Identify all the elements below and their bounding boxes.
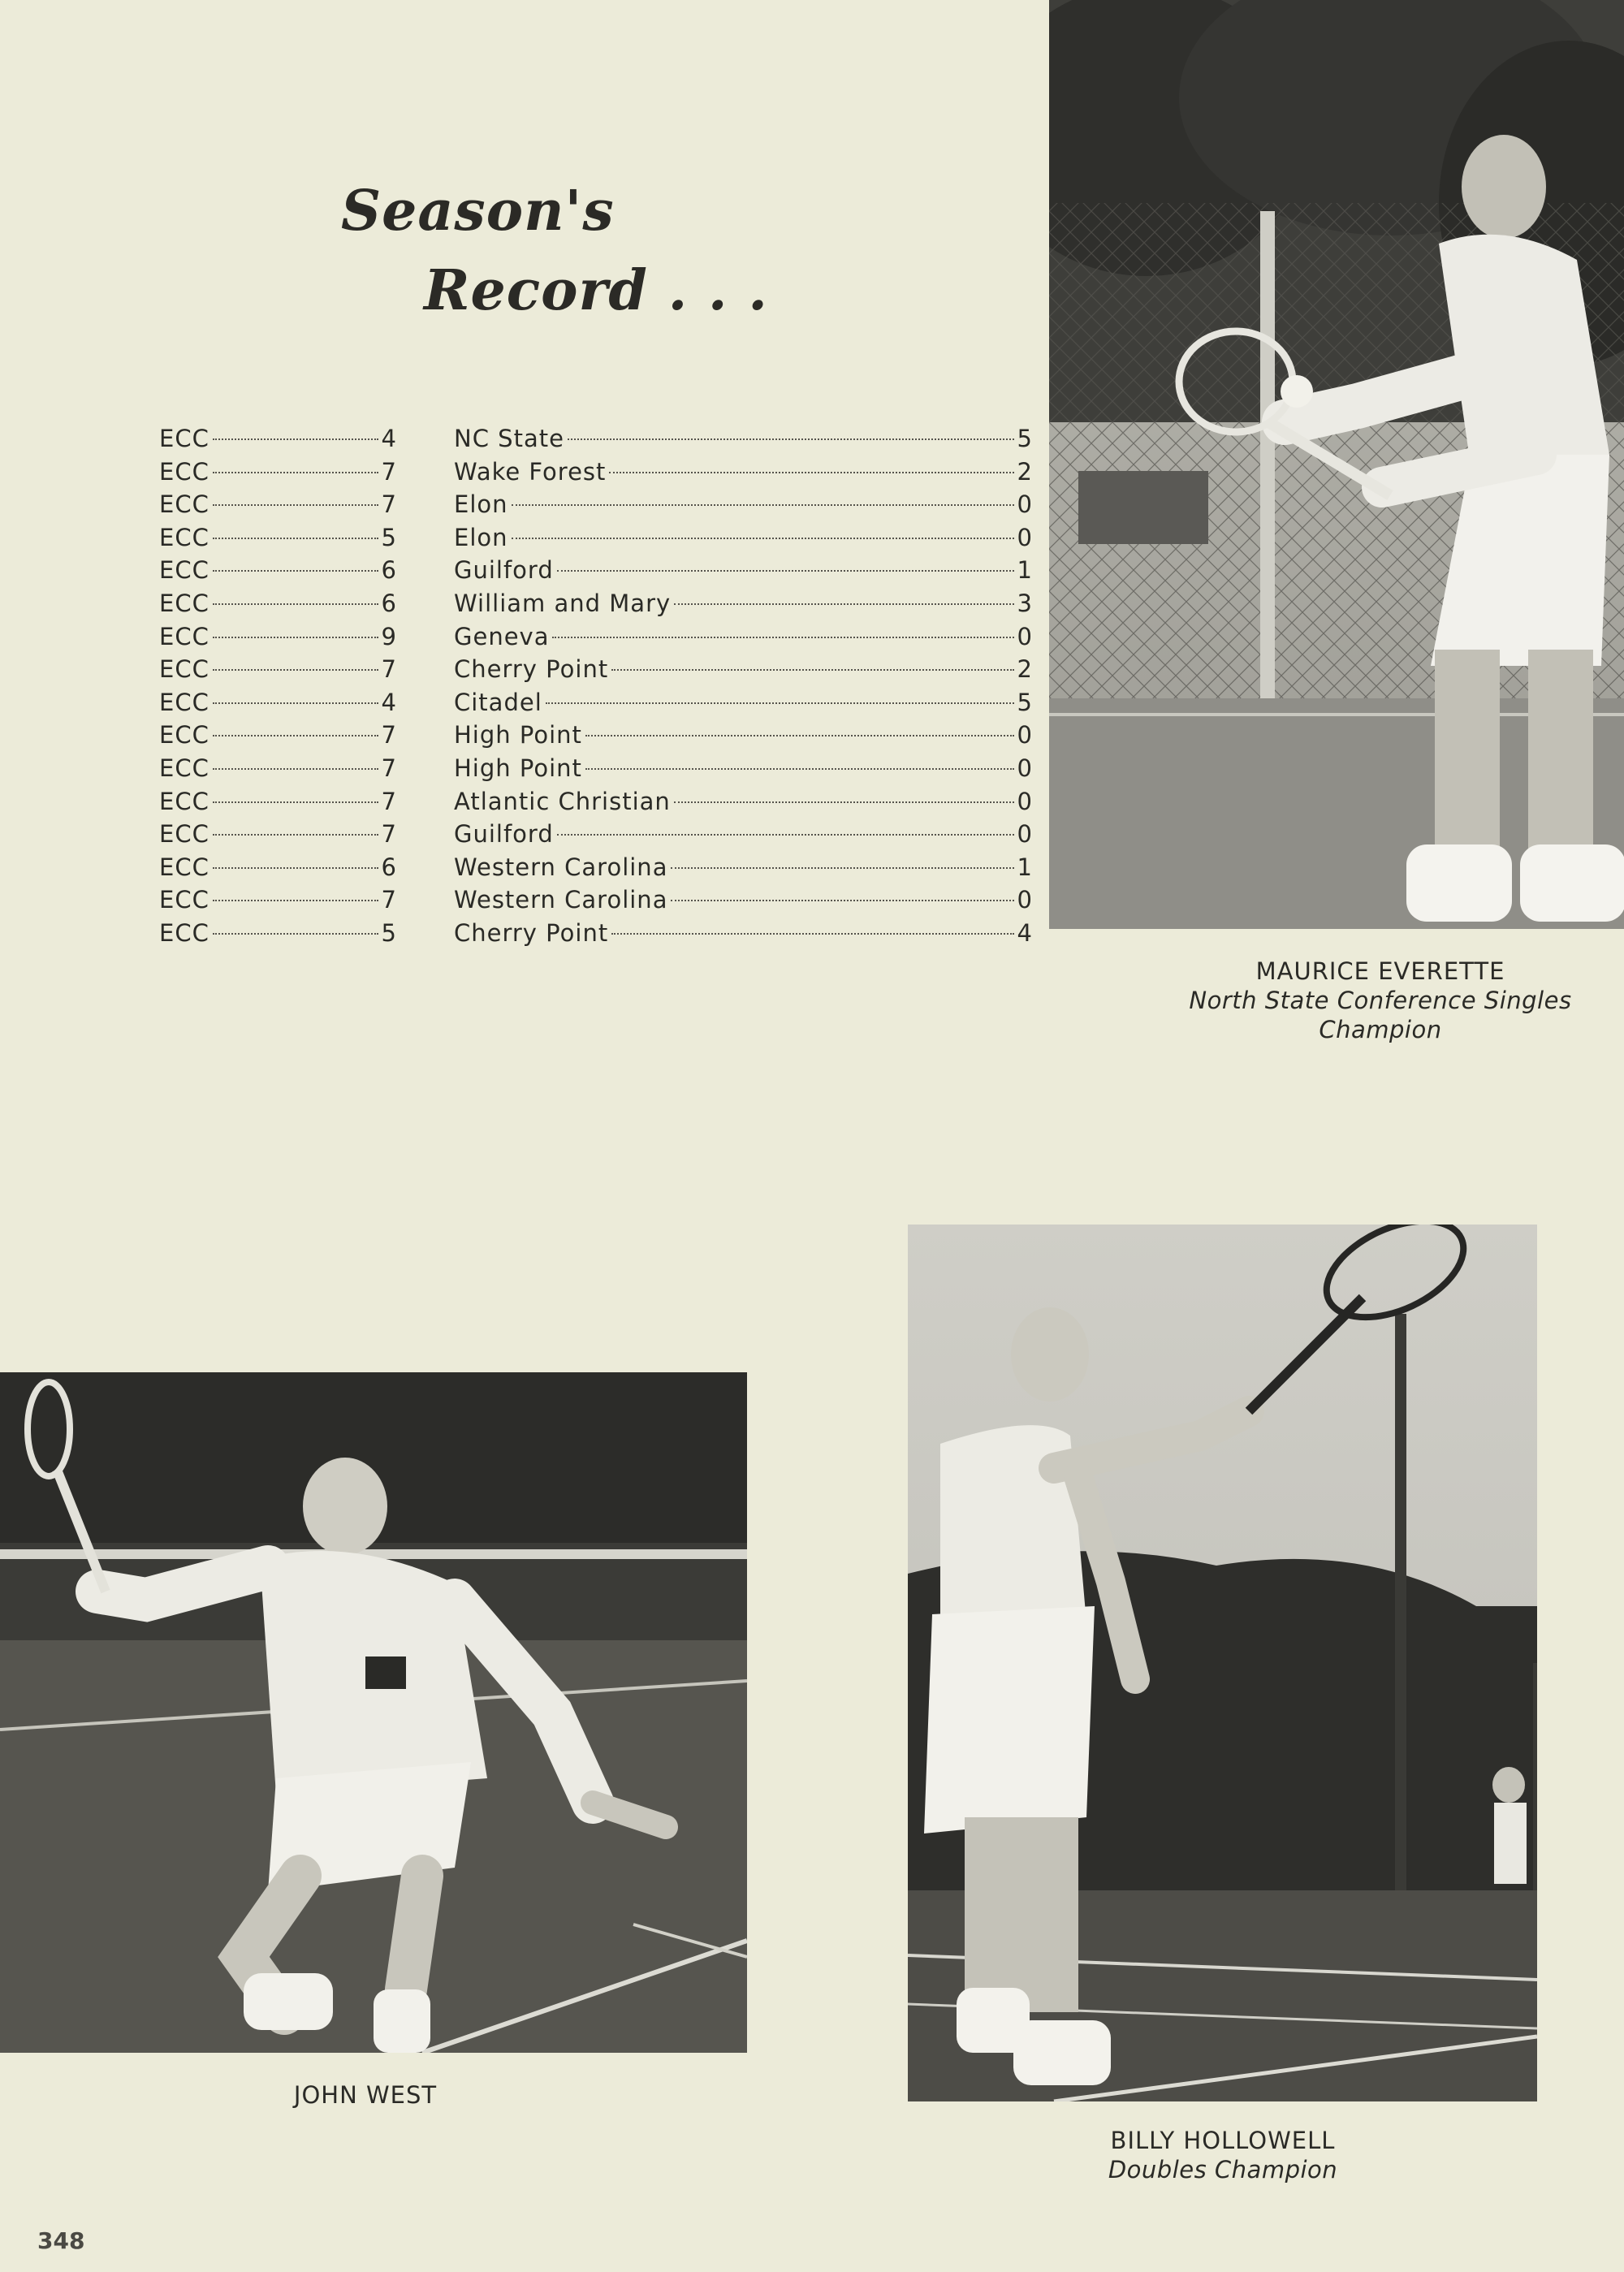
opponent-name: Guilford (454, 556, 554, 585)
team-score: 7 (381, 457, 396, 486)
opponent-name: Western Carolina (454, 886, 668, 914)
leader-dots (213, 801, 378, 803)
team-score: 7 (381, 820, 396, 849)
team-name: ECC (159, 457, 209, 486)
team-score: 4 (381, 425, 396, 452)
opponent-score-entry (454, 686, 1032, 719)
ecc-score-entry (159, 883, 396, 917)
opponent-score: 4 (1017, 918, 1032, 947)
leader-dots (671, 867, 1013, 869)
record-row (159, 521, 1032, 555)
opponent-score: 0 (1017, 490, 1032, 519)
leader-dots (213, 504, 378, 506)
leader-dots (609, 472, 1013, 473)
opponent-score-entry (454, 851, 1032, 884)
record-row (159, 620, 1032, 654)
opponent-score-entry (454, 653, 1032, 686)
opponent-name: NC State (454, 425, 564, 452)
leader-dots (512, 538, 1014, 539)
leader-dots (512, 504, 1014, 506)
opponent-name: High Point (454, 721, 582, 749)
opponent-score: 2 (1017, 457, 1032, 486)
caption-subtitle: North State Conference Singles Champion (1189, 987, 1572, 1043)
leader-dots (213, 867, 378, 869)
caption-billy-hollowell (979, 2126, 1466, 2184)
ecc-score-entry (159, 456, 396, 489)
opponent-score-entry (454, 883, 1032, 917)
leader-dots (213, 570, 378, 572)
leader-dots (213, 702, 378, 704)
opponent-score-entry (454, 488, 1032, 521)
leader-dots (568, 438, 1014, 440)
record-row (159, 554, 1032, 587)
ecc-score-entry (159, 653, 396, 686)
leader-dots (611, 669, 1013, 671)
opponent-score: 0 (1017, 886, 1032, 914)
leader-dots (671, 900, 1013, 901)
team-score: 7 (381, 886, 396, 914)
opponent-score-entry (454, 521, 1032, 555)
caption-name: JOHN WEST (293, 2081, 438, 2109)
photo-john-west (0, 1372, 747, 2053)
opponent-score-entry (454, 422, 1032, 456)
team-score: 7 (381, 655, 396, 684)
ecc-score-entry (159, 719, 396, 752)
opponent-name: Guilford (454, 820, 554, 849)
opponent-score-entry (454, 554, 1032, 587)
ecc-score-entry (159, 686, 396, 719)
opponent-score: 1 (1017, 556, 1032, 585)
team-name: ECC (159, 490, 209, 519)
record-row (159, 456, 1032, 489)
record-row (159, 686, 1032, 719)
caption-name: BILLY HOLLOWELL (1110, 2127, 1336, 2154)
leader-dots (213, 933, 378, 935)
leader-dots (546, 702, 1014, 704)
ecc-score-entry (159, 752, 396, 785)
team-name: ECC (159, 688, 209, 716)
opponent-name: Elon (454, 523, 508, 551)
team-score: 6 (381, 853, 396, 881)
ecc-score-entry (159, 917, 396, 950)
leader-dots (213, 472, 378, 473)
record-row (159, 917, 1032, 950)
leader-dots (674, 801, 1014, 803)
opponent-score: 1 (1017, 853, 1032, 881)
team-name: ECC (159, 754, 209, 782)
leader-dots (552, 637, 1013, 638)
opponent-score: 0 (1017, 754, 1032, 782)
team-name: ECC (159, 622, 209, 650)
team-score: 4 (381, 688, 396, 716)
team-score: 7 (381, 787, 396, 815)
leader-dots (611, 933, 1013, 935)
team-name: ECC (159, 523, 209, 551)
record-row (159, 653, 1032, 686)
opponent-score: 0 (1017, 787, 1032, 815)
caption-name: MAURICE EVERETTE (1255, 957, 1505, 985)
team-score: 7 (381, 754, 396, 782)
ecc-score-entry (159, 488, 396, 521)
leader-dots (557, 570, 1014, 572)
leader-dots (585, 768, 1014, 770)
opponent-score-entry (454, 456, 1032, 489)
opponent-score: 5 (1017, 425, 1032, 452)
opponent-name: Wake Forest (454, 457, 607, 486)
team-score: 7 (381, 721, 396, 749)
team-score: 6 (381, 556, 396, 585)
record-row (159, 785, 1032, 819)
opponent-score-entry (454, 587, 1032, 620)
ecc-score-entry (159, 521, 396, 555)
caption-subtitle: Doubles Champion (1108, 2156, 1338, 2183)
team-name: ECC (159, 589, 209, 617)
opponent-score: 5 (1017, 688, 1032, 716)
team-score: 5 (381, 523, 396, 551)
team-name: ECC (159, 556, 209, 585)
leader-dots (213, 637, 378, 638)
season-record-table (159, 422, 1032, 950)
record-row (159, 488, 1032, 521)
team-score: 6 (381, 589, 396, 617)
opponent-score-entry (454, 818, 1032, 851)
opponent-score: 0 (1017, 622, 1032, 650)
record-row (159, 752, 1032, 785)
ecc-score-entry (159, 422, 396, 456)
record-row (159, 818, 1032, 851)
opponent-name: Atlantic Christian (454, 787, 671, 815)
leader-dots (213, 900, 378, 901)
record-row (159, 851, 1032, 884)
opponent-name: Western Carolina (454, 853, 668, 881)
photo-maurice-everette (1049, 0, 1624, 929)
opponent-score-entry (454, 752, 1032, 785)
title-line-1: Season's (341, 179, 615, 244)
opponent-score: 0 (1017, 523, 1032, 551)
ecc-score-entry (159, 554, 396, 587)
leader-dots (557, 834, 1014, 836)
opponent-name: Elon (454, 490, 508, 519)
leader-dots (213, 735, 378, 736)
record-row (159, 883, 1032, 917)
opponent-name: Cherry Point (454, 655, 609, 684)
team-name: ECC (159, 886, 209, 914)
ecc-score-entry (159, 587, 396, 620)
opponent-score: 2 (1017, 655, 1032, 684)
leader-dots (213, 538, 378, 539)
leader-dots (213, 669, 378, 671)
team-score: 9 (381, 622, 396, 650)
team-name: ECC (159, 655, 209, 684)
opponent-score-entry (454, 620, 1032, 654)
photo-billy-hollowell (908, 1225, 1537, 2101)
opponent-score: 0 (1017, 721, 1032, 749)
page-number: 348 (37, 2227, 85, 2254)
leader-dots (213, 834, 378, 836)
leader-dots (213, 438, 378, 440)
team-name: ECC (159, 721, 209, 749)
team-name: ECC (159, 787, 209, 815)
caption-maurice-everette (1137, 957, 1624, 1044)
record-row (159, 587, 1032, 620)
leader-dots (213, 603, 378, 605)
ecc-score-entry (159, 818, 396, 851)
caption-john-west (203, 2080, 528, 2110)
leader-dots (674, 603, 1013, 605)
team-name: ECC (159, 820, 209, 849)
leader-dots (213, 768, 378, 770)
leader-dots (585, 735, 1014, 736)
opponent-name: Geneva (454, 622, 550, 650)
team-score: 5 (381, 918, 396, 947)
ecc-score-entry (159, 785, 396, 819)
record-row (159, 422, 1032, 456)
opponent-name: High Point (454, 754, 582, 782)
team-name: ECC (159, 425, 209, 452)
ecc-score-entry (159, 851, 396, 884)
team-name: ECC (159, 853, 209, 881)
ecc-score-entry (159, 620, 396, 654)
opponent-score-entry (454, 917, 1032, 950)
team-name: ECC (159, 918, 209, 947)
opponent-score: 3 (1017, 589, 1032, 617)
title-line-2: Record . . . (424, 258, 768, 323)
opponent-name: Cherry Point (454, 918, 609, 947)
opponent-score-entry (454, 785, 1032, 819)
team-score: 7 (381, 490, 396, 519)
opponent-score: 0 (1017, 820, 1032, 849)
record-row (159, 719, 1032, 752)
opponent-score-entry (454, 719, 1032, 752)
opponent-name: William and Mary (454, 589, 672, 617)
opponent-name: Citadel (454, 688, 542, 716)
